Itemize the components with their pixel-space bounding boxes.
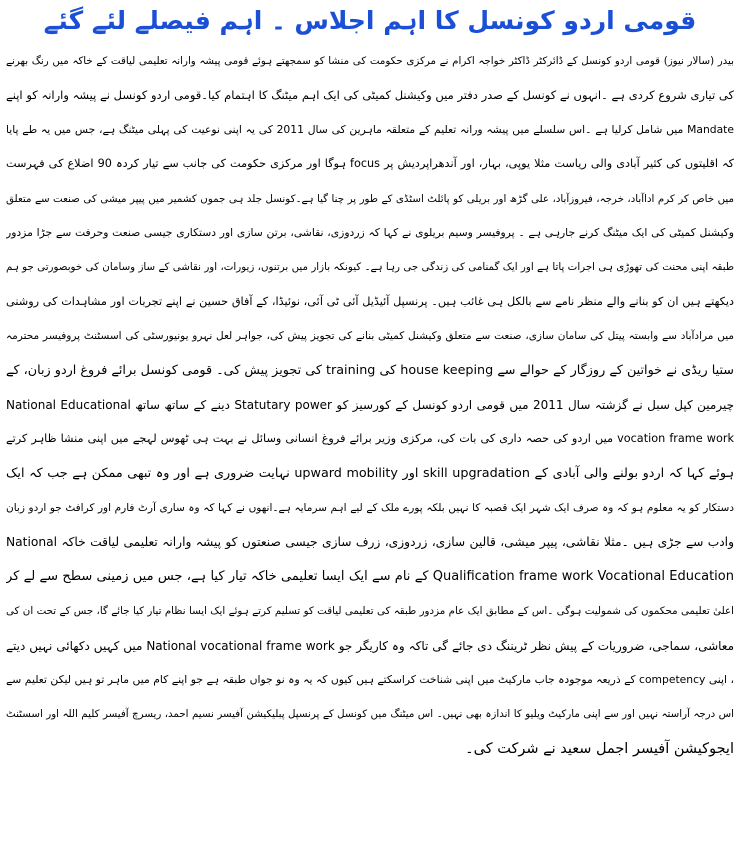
article-line: وکیشنل کمیٹی کی ایک میٹنگ کرنے جارہی ہے ۔ پروفیسر وسیم بریلوی نے کہا کہ زردوزی، نقاشی، برتن سازی اور دستکاری جیسی صنعت وحرفت سے جڑا مزدور [6, 225, 734, 239]
article-line: دستکار کو یہ معلوم ہو کہ وہ صرف ایک شہر ایک قصبہ کا نہیں بلکہ پورے ملک کے لیے اہم سرمایہ ہے۔انھوں نے کہا کہ وہ ساری آرٹ فارم اور کرافٹ جو اردو زبان [6, 502, 734, 515]
article-line: اعلیٰ تعلیمی محکموں کی شمولیت ہوگی ۔اس کے مطابق ایک عام مزدور طبقہ کی تعلیمی لیاقت کو تسلیم کرتے ہوئے ایک ایسا نظام تیار کیا جائے گا، جس کے تحت ان کی [6, 605, 734, 618]
article-line: میں خاص کر کرم اداآباد، خرجہ، فیروزآباد، علی گڑھ اور بریلی کو پائلٹ اسٹڈی کے طور پر چنا گیا ہے۔کونسل جلد ہی جموں کشمیر میں پیپر میشی کی صنعت سے متعلق [6, 192, 734, 205]
article-line: بیدر (سالار نیوز) قومی اردو کونسل کے ڈائرکٹر ڈاکٹر خواجہ اکرام نے مرکزی حکومت کی منشا کو سمجھتے ہوئے قومی پیشہ وارانہ تعلیمی لیاقت کے خاکہ میں رنگ بھرنے [6, 55, 734, 67]
article-line: Qualification frame work Vocational Education کے نام سے ایک ایسا تعلیمی خاکہ تیار کیا ہے، جس میں زمینی سطح سے لے کر [6, 568, 734, 584]
article-line: اس درجہ آراستہ نہیں اور سے اپنی مارکیٹ ویلیو کا اندازہ بھی نہیں۔ اس میٹنگ میں کونسل کے پرنسپل پبلیکیشن آفیسر نسیم احمد، ریسرچ آفیسر کلیم اللہ اور اسسٹنٹ [6, 708, 734, 721]
article-line: طبقہ اپنی محنت کی تھوڑی ہی اجرات پاتا ہے اور ایک گمنامی کی زندگی جی رہا ہے۔ کیونکہ بازار میں برتنوں، زیورات، اور نقاشی کے ساز وسامان کی خوبصورتی جو ہم [6, 261, 734, 274]
article-line: کہ اقلیتوں کی کثیر آبادی والی ریاست مثلا یوپی، بہار، اور آندھراپردیش پر focus ہوگا اور مرکزی حکومت کی جانب سے تیار کردہ 90 اضلاع کی فہرست [6, 157, 734, 171]
article-line: معاشی، سماجی، ضروریات کے پیش نظر ٹریننگ دی جائے گی تاکہ وہ کاریگر جو National vocational frame work میں کہیں دکھائی نہیں دیتے [6, 638, 734, 653]
article-line: Mandate میں شامل کرلیا ہے ۔اس سلسلے میں پیشہ ورانہ تعلیم کے متعلقہ ماہرین کی سال 2011 کی یہ اپنی نوعیت کی پہلی میٹنگ ہے، جس میں یہ طے پایا [6, 122, 734, 136]
article-line: میں مرادآباد سے وابستہ پیتل کی سامان سازی، صنعت سے متعلق وکیشنل کمیٹی بنانے کی تجویز پیش کی، جواہر لعل نہرو یونیورسٹی کی اسسٹنٹ پروفیسر محترمہ [6, 330, 734, 343]
article-headline: قومی اردو کونسل کا اہم اجلاس ۔ اہم فیصلے لئے گئے [43, 6, 697, 35]
article-line-final: ایجوکیشن آفیسر اجمل سعید نے شرکت کی۔ [465, 740, 734, 757]
article-body [6, 44, 734, 766]
article-line: دیکھتے ہیں ان کو بنانے والے منظر نامے سے بالکل ہی غائب ہیں۔ پرنسپل آئیڈیل آئی ٹی آئی، نوئیڈا، کے آفاق حسین نے اپنے تجربات اور مشاہدات کی روشنی [6, 294, 734, 308]
article-line: ستیا ریڈی نے خواتین کے روزگار کے حوالے سے house keeping کی training کی تجویز پیش کی۔ قومی کونسل برائے فروغ اردو زبان، کے [6, 362, 734, 378]
article-line: کی تیاری شروع کردی ہے ۔انہوں نے کونسل کے صدر دفتر میں وکیشنل کمیٹی کی ایک اہم میٹنگ کا اہتمام کیا۔قومی اردو کونسل نے پیشہ وارانہ کو اپنے [6, 88, 734, 103]
article-line: وادب سے جڑی ہیں ۔مثلا نقاشی، پیپر میشی، قالین سازی، زردوزی، زرف سازی جیسی صنعتوں کو پیشہ وارانہ تعلیمی لیاقت خاکہ National [6, 535, 734, 550]
article-line: ، اپنی competency کے ذریعہ موجودہ جاب مارکیٹ میں اپنی شناخت کراسکتے ہیں کیوں کہ یہ وہ نو جواں طبقہ ہے جو اپنے کام میں ماہر تو ہیں لیکن تعلیم سے [6, 673, 734, 687]
article-line: ہوئے کہا کہ اردو بولنے والی آبادی کے skill upgradation اور upward mobility نہایت ضروری ہے اور وہ تبھی ممکن ہے جب کہ ایک [6, 465, 734, 481]
article-line: چیرمین کپل سبل نے گزشتہ سال 2011 میں قومی اردو کونسل کے کورسیز کو Statutary power دینے کے ساتھ ساتھ National Educational [6, 397, 734, 412]
article-line: vocation frame work میں اردو کی حصہ داری کی بات کی، مرکزی وزیر برائے فروغ انسانی وسائل نے بہت ہی ٹھوس لہجے میں اپنی منشا ظاہر کرتے [6, 432, 734, 446]
